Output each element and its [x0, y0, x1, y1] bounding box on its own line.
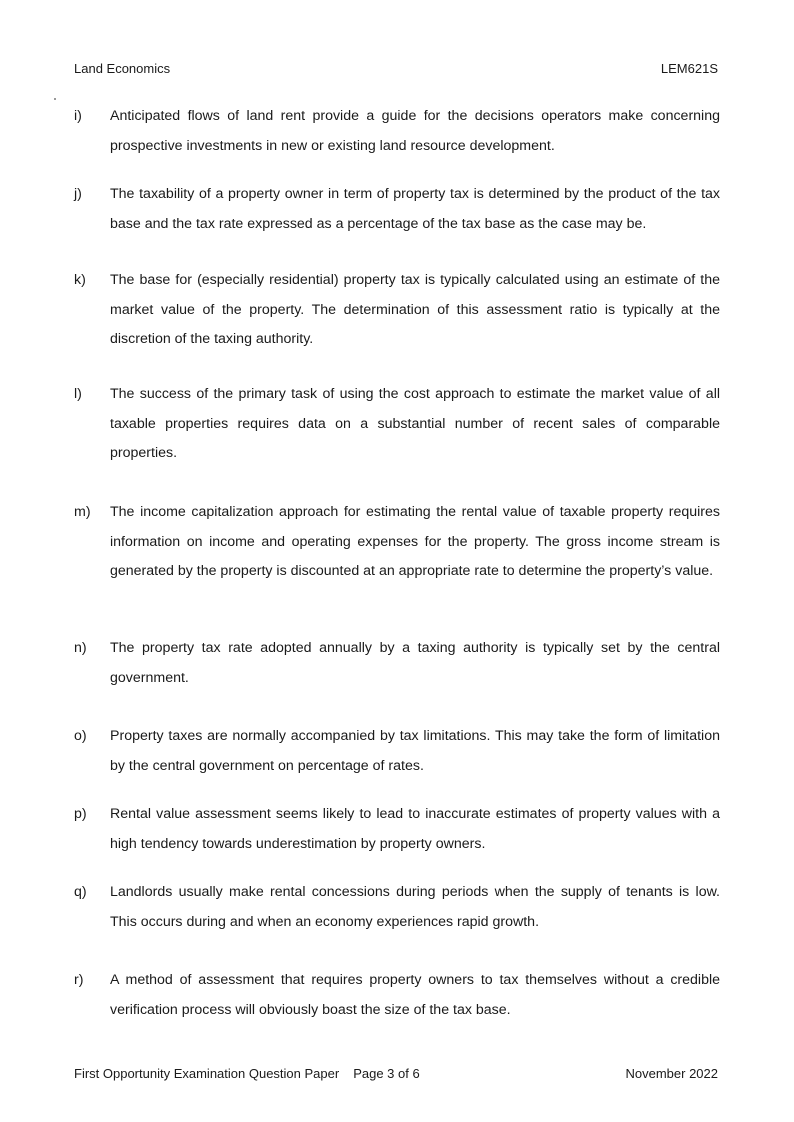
item-text: The property tax rate adopted annually by a taxing authority is typically set by the central government.	[110, 640, 720, 686]
item-label: m)	[74, 504, 91, 520]
item-text: The income capitalization approach for estimating the rental value of taxable property requires information on income and operating expenses for the property. The gross income stream is generated by the property is discounted at an appropriate rate to determine the property’s value.	[110, 504, 720, 579]
question-item-r	[74, 966, 720, 1025]
item-label: q)	[74, 884, 87, 900]
item-text: Landlords usually make rental concessions during periods when the supply of tenants is low. This occurs during and when an economy experiences rapid growth.	[110, 884, 720, 930]
item-text: The success of the primary task of using the cost approach to estimate the market value of all taxable properties requires data on a substantial number of recent sales of comparable properties.	[110, 386, 720, 461]
header-course-title: Land Economics	[74, 61, 171, 76]
question-item-n	[74, 634, 720, 693]
item-text: Rental value assessment seems likely to lead to inaccurate estimates of property values with a high tendency towards underestimation by property owners.	[110, 806, 720, 852]
item-label: o)	[74, 728, 87, 744]
question-item-j	[74, 180, 720, 239]
item-text: Anticipated flows of land rent provide a guide for the decisions operators make concerning prospective investments in new or existing land resource development.	[110, 108, 720, 154]
item-text: The taxability of a property owner in term of property tax is determined by the product of the tax base and the tax rate expressed as a percentage of the tax base as the case may be.	[110, 186, 720, 232]
question-item-m	[74, 498, 720, 587]
header-course-code: LEM621S	[660, 61, 718, 76]
item-label: j)	[74, 186, 82, 202]
page-number: Page 3 of 6	[353, 1066, 420, 1081]
item-text: Property taxes are normally accompanied by tax limitations. This may take the form of limitation by the central government on percentage of rates.	[110, 728, 720, 774]
item-text: A method of assessment that requires property owners to tax themselves without a credible verification process will obviously boast the size of the tax base.	[110, 972, 720, 1018]
item-label: l)	[74, 386, 82, 402]
item-text: The base for (especially residential) property tax is typically calculated using an estimate of the market value of the property. The determination of this assessment ratio is typically at the discretion of the taxing authority.	[110, 272, 720, 347]
scan-mark	[54, 98, 56, 100]
item-label: p)	[74, 806, 87, 822]
question-item-o	[74, 722, 720, 781]
item-label: r)	[74, 972, 84, 988]
question-item-q	[74, 878, 720, 937]
question-item-k	[74, 266, 720, 355]
item-label: k)	[74, 272, 86, 288]
footer-title: First Opportunity Examination Question Paper	[74, 1066, 340, 1081]
item-label: i)	[74, 108, 82, 124]
item-label: n)	[74, 640, 87, 656]
question-item-l	[74, 380, 720, 469]
footer-paper-title	[74, 1066, 420, 1081]
question-item-i	[74, 102, 720, 161]
footer-date: November 2022	[625, 1066, 718, 1081]
question-item-p	[74, 800, 720, 859]
